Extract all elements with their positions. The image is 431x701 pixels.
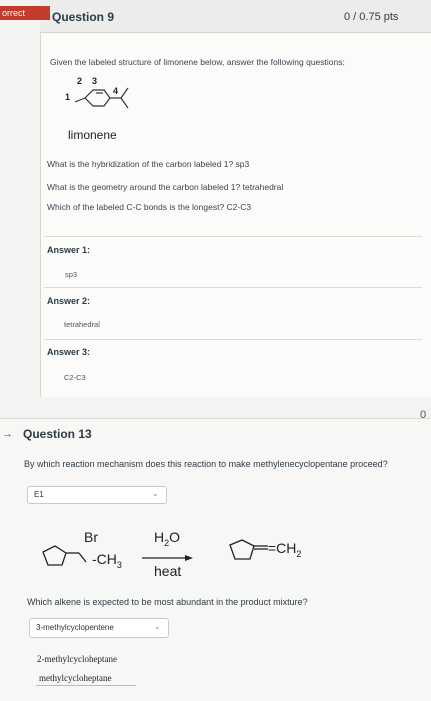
reagent-heat: heat — [154, 563, 182, 579]
option-2-methylcycloheptane[interactable]: 2-methylcycloheptane — [37, 654, 117, 664]
molecule-name: limonene — [68, 128, 117, 142]
divider — [44, 339, 422, 340]
reagent-top-tail: O — [169, 529, 181, 545]
answer-2-label: Answer 2: — [47, 296, 91, 306]
question-9-q2: What is the geometry around the carbon labeled 1? tetrahedral — [47, 182, 284, 192]
answer-1-value: sp3 — [65, 270, 78, 279]
second-prompt: Which alkene is expected to be most abundant in the product mixture? — [27, 597, 308, 607]
question-9-title: Question 9 — [52, 10, 115, 24]
question-13-side-char: 0 — [420, 409, 427, 421]
reactant-ch3-sub: 3 — [116, 559, 122, 570]
mechanism-select[interactable] — [27, 486, 167, 504]
correct-badge: orrect — [0, 6, 50, 20]
divider — [44, 287, 422, 288]
question-9-q3: Which of the labeled C-C bonds is the longest? C2-C3 — [47, 202, 252, 212]
option-methylcycloheptane[interactable]: methylcycloheptane — [39, 673, 112, 683]
reagent-water — [154, 529, 180, 548]
divider — [44, 236, 422, 237]
reactant-br: Br — [84, 529, 98, 545]
question-9-q1: What is the hybridization of the carbon labeled 1? sp3 — [47, 159, 250, 169]
answer-1-label: Answer 1: — [47, 245, 91, 255]
product-group-sub: 2 — [296, 548, 302, 559]
answer-2-value: tetrahedral — [64, 320, 100, 329]
arrow-icon: → — [2, 428, 13, 440]
reactant-ch3-text: CH — [96, 551, 117, 567]
reactant-ch3: $-CH_3$ — [92, 551, 122, 570]
chevron-down-icon: ⌄ — [152, 489, 159, 498]
answer-3-label: Answer 3: — [47, 347, 91, 357]
alkene-select[interactable] — [29, 618, 169, 638]
product-group-text: =CH — [268, 540, 297, 556]
label-c2: 2 — [77, 76, 83, 86]
question-9-prompt: Given the labeled structure of limonene below, answer the following questions: — [50, 57, 345, 67]
label-c3: 3 — [92, 76, 98, 86]
question-13-title: Question 13 — [23, 427, 92, 441]
product-group — [268, 540, 301, 559]
answer-3-value: C2-C3 — [64, 373, 86, 382]
question-13-prompt: By which reaction mechanism does this reaction to make methylenecyclopentane proceed? — [24, 459, 388, 469]
limonene-structure — [55, 72, 155, 127]
label-c1: 1 — [65, 92, 71, 102]
reagent-top-text: H — [154, 529, 165, 545]
mechanism-selected-value: E1 — [34, 490, 44, 499]
label-c4: 4 — [113, 86, 119, 96]
chevron-down-icon: ⌄ — [154, 622, 161, 631]
underline — [36, 685, 136, 686]
alkene-selected-value: 3-methylcyclopentene — [36, 623, 114, 632]
question-9-points: 0 / 0.75 pts — [344, 11, 399, 23]
reagent-top-sub: 2 — [164, 537, 170, 548]
